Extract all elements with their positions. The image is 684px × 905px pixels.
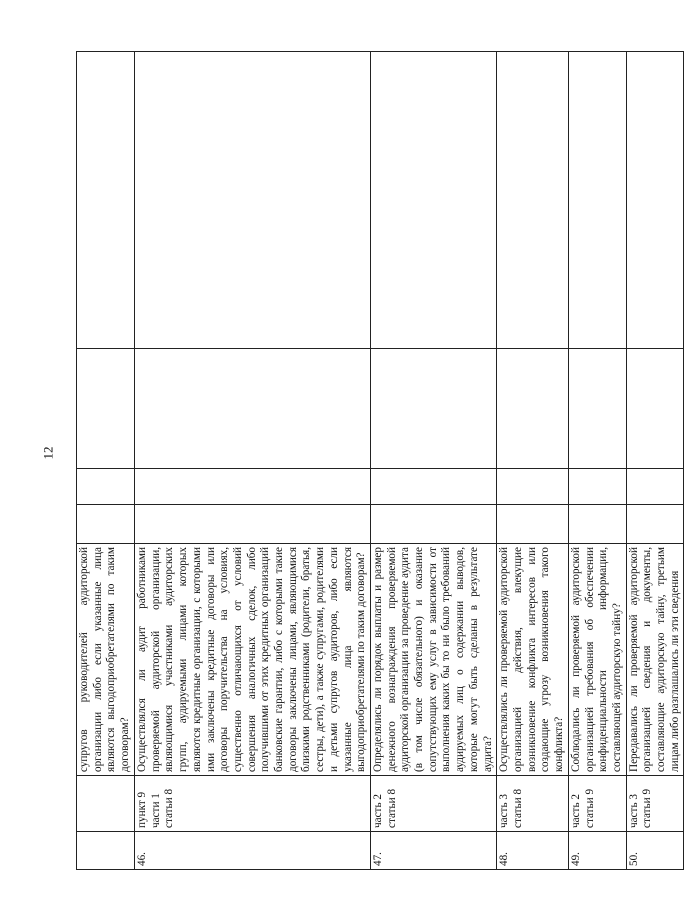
question-cell: Осуществлялись ли проверяемой аудиторской организацией действия, влекущие возникновение конфликта интересов или создающие угрозу возникновения такого конфликта? xyxy=(497,544,569,776)
ref-cell: часть 3 статьи 8 xyxy=(497,776,569,832)
question-cell: Осуществлялся ли аудит работниками проверяемой аудиторской организации, являющимися участниками аудиторских групп, аудируемыми лицами которых являются кредитные организации, с которыми ими заключены кредитные договоры или договоры поручительства на условиях, существенно отличающихся от условий совершения аналогичных сделок, либо получившими от этих кредитных организаций банковские гарантии, либо с которыми такие договоры заключены лицами, являющимися близкими родственниками (родители, братья, сестры, дети), а также супругами, родителями и детьми супругов аудиторов, либо если указанные лица являются выгодоприобретателями по таким договорам? xyxy=(135,544,371,776)
row-number-cell: 47. xyxy=(370,832,496,870)
table-row xyxy=(370,52,496,870)
row-number-cell xyxy=(77,832,135,870)
question-cell: Определялись ли порядок выплаты и размер денежного вознаграждения проверяемой аудиторской организации за проведение аудита (в том числе обязательного) и оказание сопутствующих ему услуг в зависимости от выполнения каких бы то ни было требований аудируемых лиц о содержании выводов, которые могут быть сделаны в результате аудита? xyxy=(370,544,496,776)
question-cell: Передавались ли проверяемой аудиторской организацией сведения и документы, составляющие аудиторскую тайну, третьим лицам либо разглашались ли эти сведения xyxy=(626,544,684,776)
table-row xyxy=(497,52,569,870)
blank-cell xyxy=(497,349,569,469)
blank-cell xyxy=(77,52,135,349)
row-number-cell: 50. xyxy=(626,832,684,870)
row-number-cell: 48. xyxy=(497,832,569,870)
blank-cell xyxy=(370,469,496,505)
blank-cell xyxy=(497,505,569,544)
table-row xyxy=(135,52,371,870)
blank-cell xyxy=(77,469,135,505)
ref-cell xyxy=(77,776,135,832)
table-row xyxy=(626,52,684,870)
blank-cell xyxy=(626,349,684,469)
ref-cell: часть 3 статьи 9 xyxy=(626,776,684,832)
row-number-cell: 46. xyxy=(135,832,371,870)
blank-cell xyxy=(568,52,626,349)
blank-cell xyxy=(497,469,569,505)
page-number: 12 xyxy=(40,446,56,460)
blank-cell xyxy=(77,349,135,469)
ref-cell: часть 2 статьи 9 xyxy=(568,776,626,832)
blank-cell xyxy=(497,52,569,349)
table-row xyxy=(568,52,626,870)
table-row xyxy=(77,52,135,870)
blank-cell xyxy=(626,505,684,544)
ref-cell: пункт 9 части 1 статьи 8 xyxy=(135,776,371,832)
blank-cell xyxy=(626,469,684,505)
row-number-cell: 49. xyxy=(568,832,626,870)
question-cell: Соблюдались ли проверяемой аудиторской организацией требования об обеспечении конфиденциальности информации, составляющей аудиторскую тайну? xyxy=(568,544,626,776)
blank-cell xyxy=(370,52,496,349)
rotated-table-container xyxy=(76,52,681,870)
blank-cell xyxy=(135,349,371,469)
ref-cell: часть 2 статьи 8 xyxy=(370,776,496,832)
question-cell: супругов руководителей аудиторской организации либо если указанные лица являются выгодоприобретателями по таким договорам? xyxy=(77,544,135,776)
blank-cell xyxy=(135,469,371,505)
blank-cell xyxy=(77,505,135,544)
checklist-table xyxy=(76,51,684,870)
blank-cell xyxy=(135,52,371,349)
blank-cell xyxy=(568,505,626,544)
blank-cell xyxy=(135,505,371,544)
blank-cell xyxy=(370,349,496,469)
blank-cell xyxy=(626,52,684,349)
blank-cell xyxy=(568,349,626,469)
blank-cell xyxy=(370,505,496,544)
blank-cell xyxy=(568,469,626,505)
